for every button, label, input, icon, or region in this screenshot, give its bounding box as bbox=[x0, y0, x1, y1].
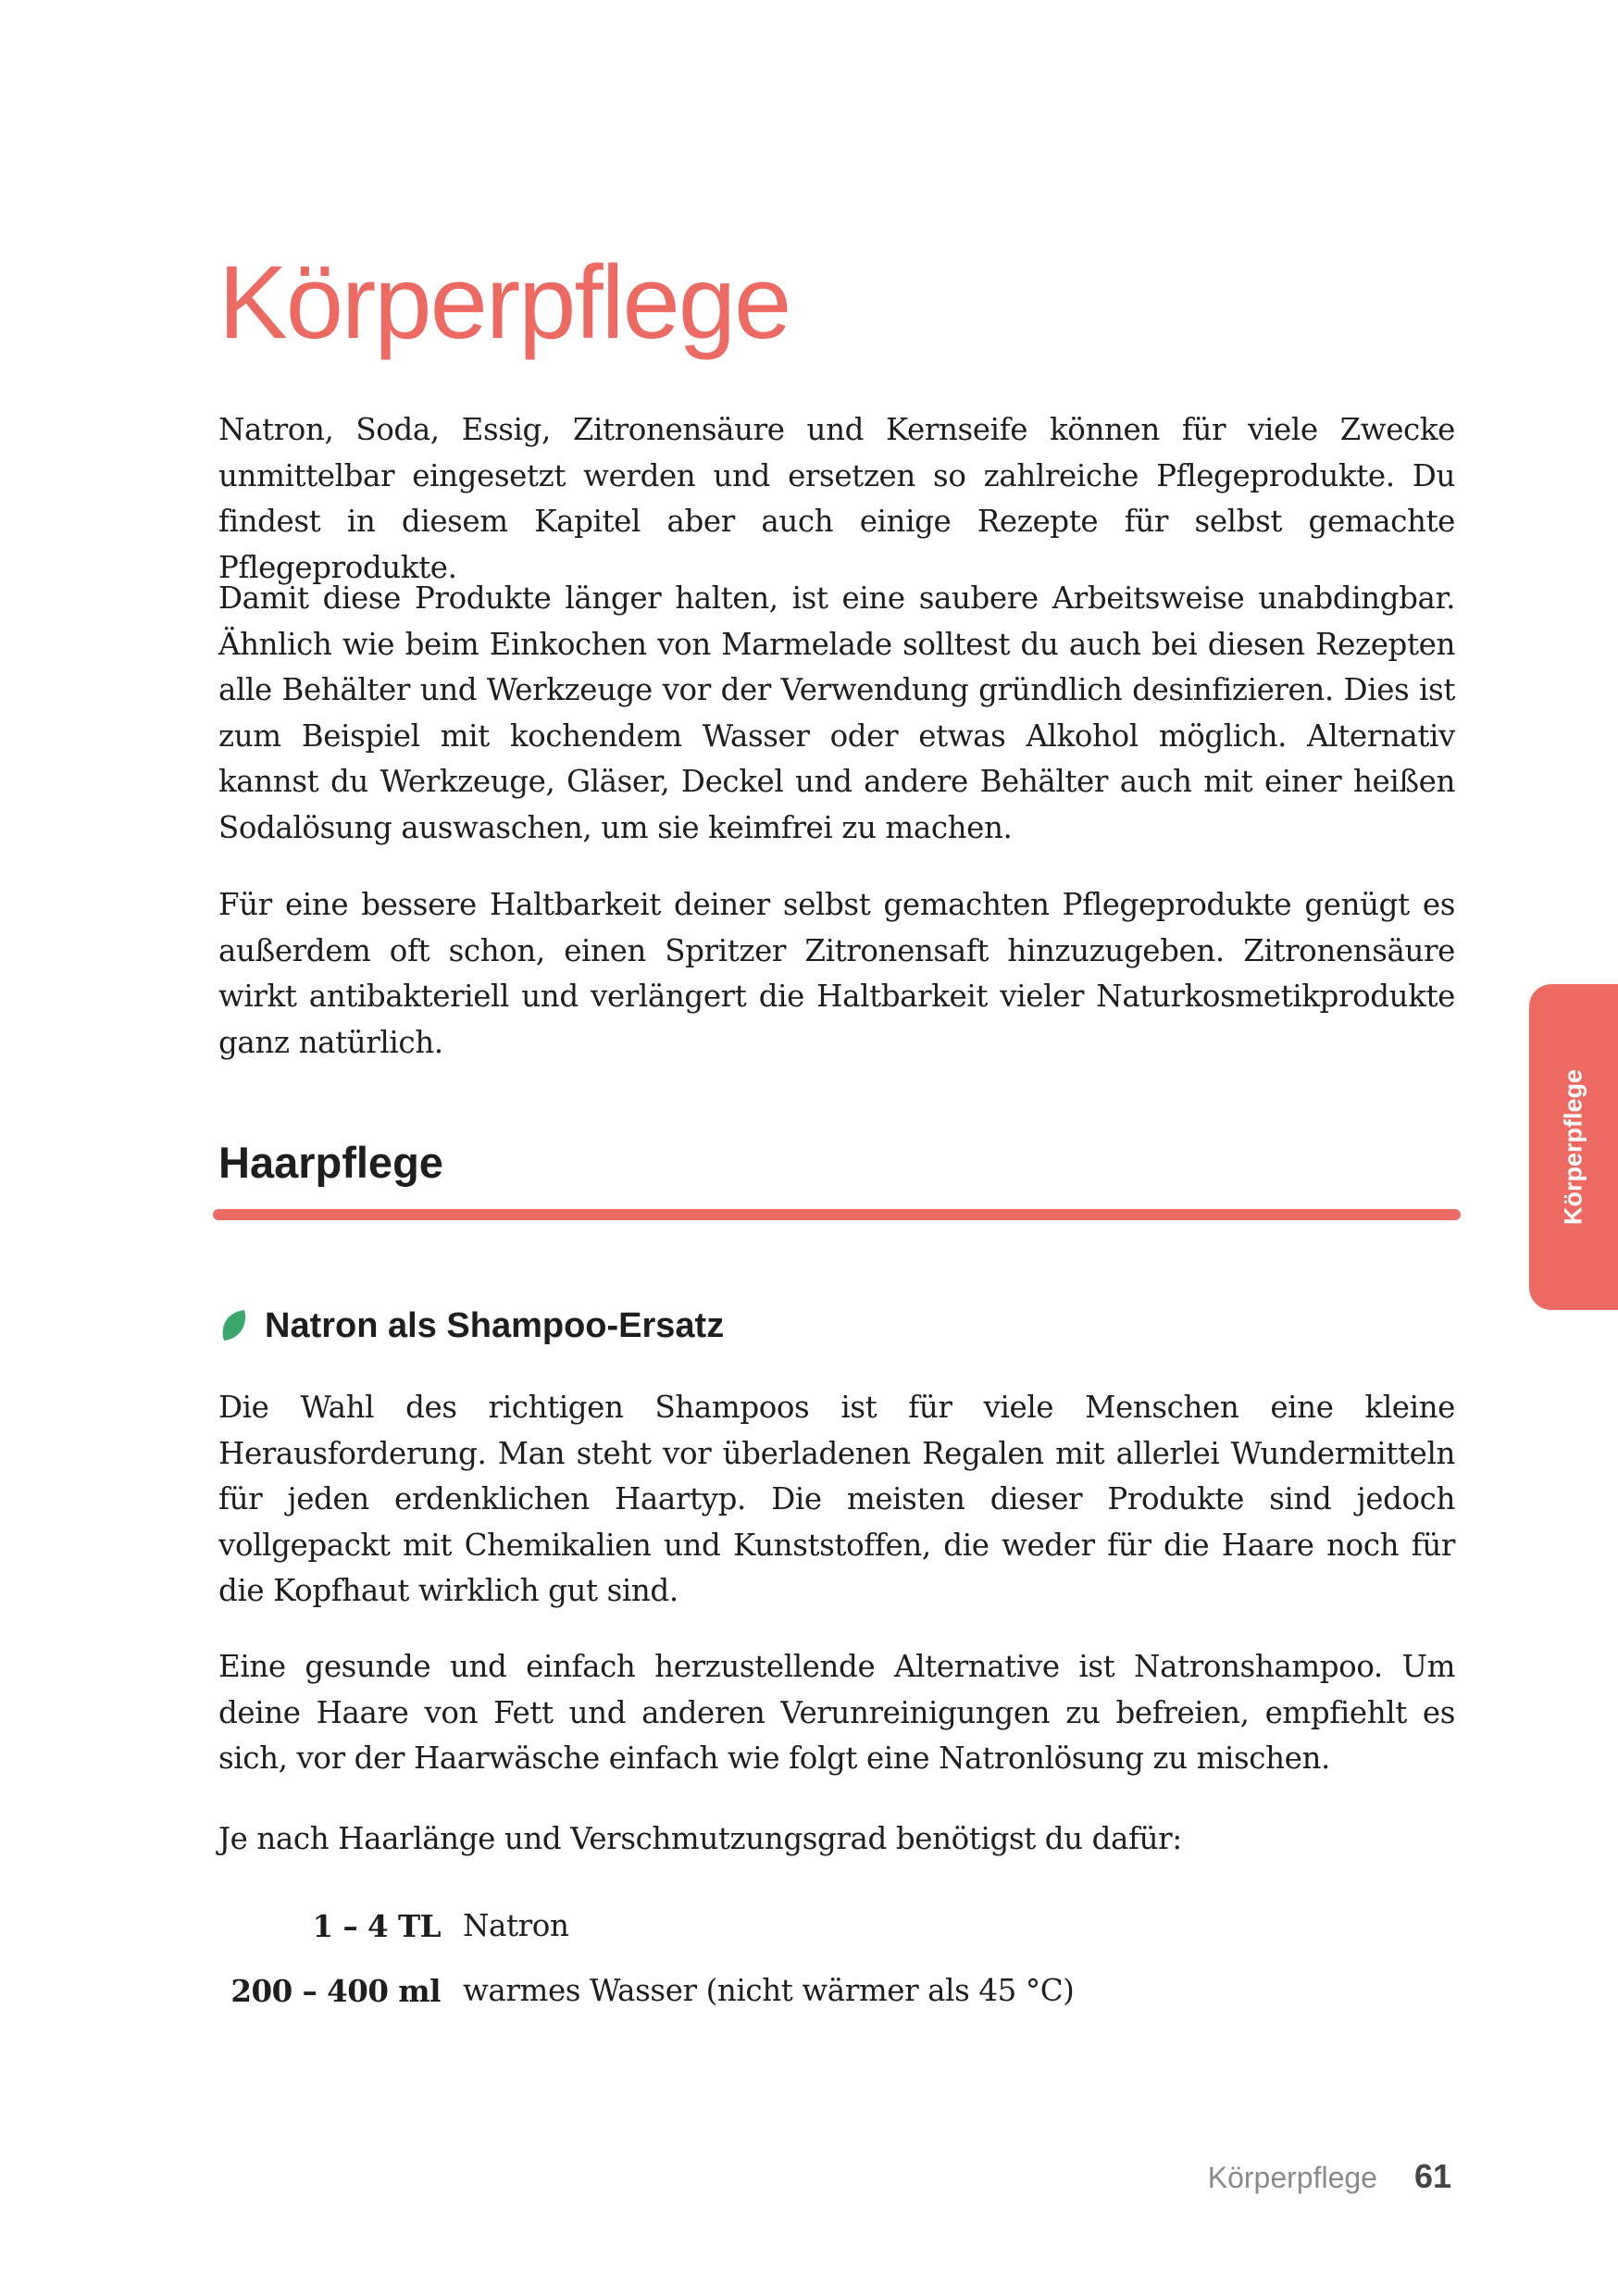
paragraph-text: Die Wahl des richtigen Shampoos ist für viele Menschen eine kleine Herausforderung. Man steht vor überladenen Regalen mit allerlei Wundermitteln für jeden erdenklichen Haartyp. Die meisten dieser Produkte sind jedoch vollgepackt mit Chemikalien und Kunststoffen, die weder für die Haare noch für die Kopfhaut wirklich gut sind. bbox=[218, 1390, 1455, 1609]
paragraph-text: Eine gesunde und einfach herzustellende Alternative ist Natronshampoo. Um deine Haare von Fett und anderen Verunreinigungen zu befreien, empfiehlt es sich, vor der Haarwäsche einfach wie folgt eine Natronlösung zu mischen. bbox=[218, 1649, 1455, 1777]
page-title: Körperpflege bbox=[218, 244, 790, 360]
page-number: 61 bbox=[1413, 2157, 1451, 2195]
paragraph-text: Damit diese Produkte länger halten, ist eine saubere Arbeitsweise unabdingbar. Ähnlich wie beim Einkochen von Marmelade solltest du auch bei diesen Rezepten alle Behälter und Werkzeuge vor der Verwendung gründlich desinfizieren. Dies ist zum Beispiel mit kochendem Wasser oder etwas Alkohol möglich. Alternativ kannst du Werkzeuge, Gläser, Deckel und andere Behälter auch mit einer heißen Sodalösung auswaschen, um sie keimfrei zu machen. bbox=[218, 580, 1455, 845]
ingredient-quantity: 200 – 400 ml bbox=[230, 1972, 441, 2009]
ingredient-name: warmes Wasser (nicht wärmer als 45 °C) bbox=[463, 1973, 1075, 2008]
page-footer bbox=[1208, 2157, 1451, 2196]
section-heading: Haarpflege bbox=[218, 1138, 443, 1187]
ingredient-row bbox=[218, 1893, 1074, 1958]
paragraph-text: Für eine bessere Haltbarkeit deiner selbst gemachten Pflegeprodukte genügt es außerdem oft schon, einen Spritzer Zitronensaft hinzuzugeben. Zitronensäure wirkt antibakteriell und verlängert die Haltbarkeit vieler Naturkosmetikprodukte ganz natürlich. bbox=[218, 887, 1455, 1060]
ingredient-row bbox=[218, 1958, 1074, 2023]
intro-paragraph-1 bbox=[218, 407, 1455, 591]
intro-paragraph-2 bbox=[218, 576, 1455, 852]
chapter-side-tab bbox=[1529, 984, 1618, 1310]
paragraph-text: Je nach Haarlänge und Verschmutzungsgrad benötigst du dafür: bbox=[218, 1821, 1182, 1856]
leaf-icon bbox=[218, 1307, 250, 1344]
paragraph-text: Natron, Soda, Essig, Zitronensäure und Kernseife können für viele Zwecke unmittelbar eingesetzt werden und ersetzen so zahlreiche Pflegeprodukte. Du findest in diesem Kapitel aber auch einige Rezepte für selbst gemachte Pflegeprodukte. bbox=[218, 412, 1455, 585]
ingredient-quantity: 1 – 4 TL bbox=[312, 1907, 441, 1944]
section-divider bbox=[213, 1209, 1461, 1220]
ingredient-list bbox=[218, 1893, 1074, 2023]
shampoo-paragraph-3 bbox=[218, 1816, 1455, 1863]
subsection-heading bbox=[218, 1303, 724, 1349]
footer-chapter-title: Körperpflege bbox=[1207, 2161, 1377, 2194]
side-tab-label: Körperpflege bbox=[1559, 1068, 1587, 1226]
ingredient-name: Natron bbox=[463, 1908, 569, 1943]
subsection-title: Natron als Shampoo-Ersatz bbox=[265, 1306, 725, 1345]
shampoo-paragraph-2 bbox=[218, 1644, 1455, 1782]
shampoo-paragraph-1 bbox=[218, 1385, 1455, 1615]
intro-paragraph-3 bbox=[218, 882, 1455, 1066]
